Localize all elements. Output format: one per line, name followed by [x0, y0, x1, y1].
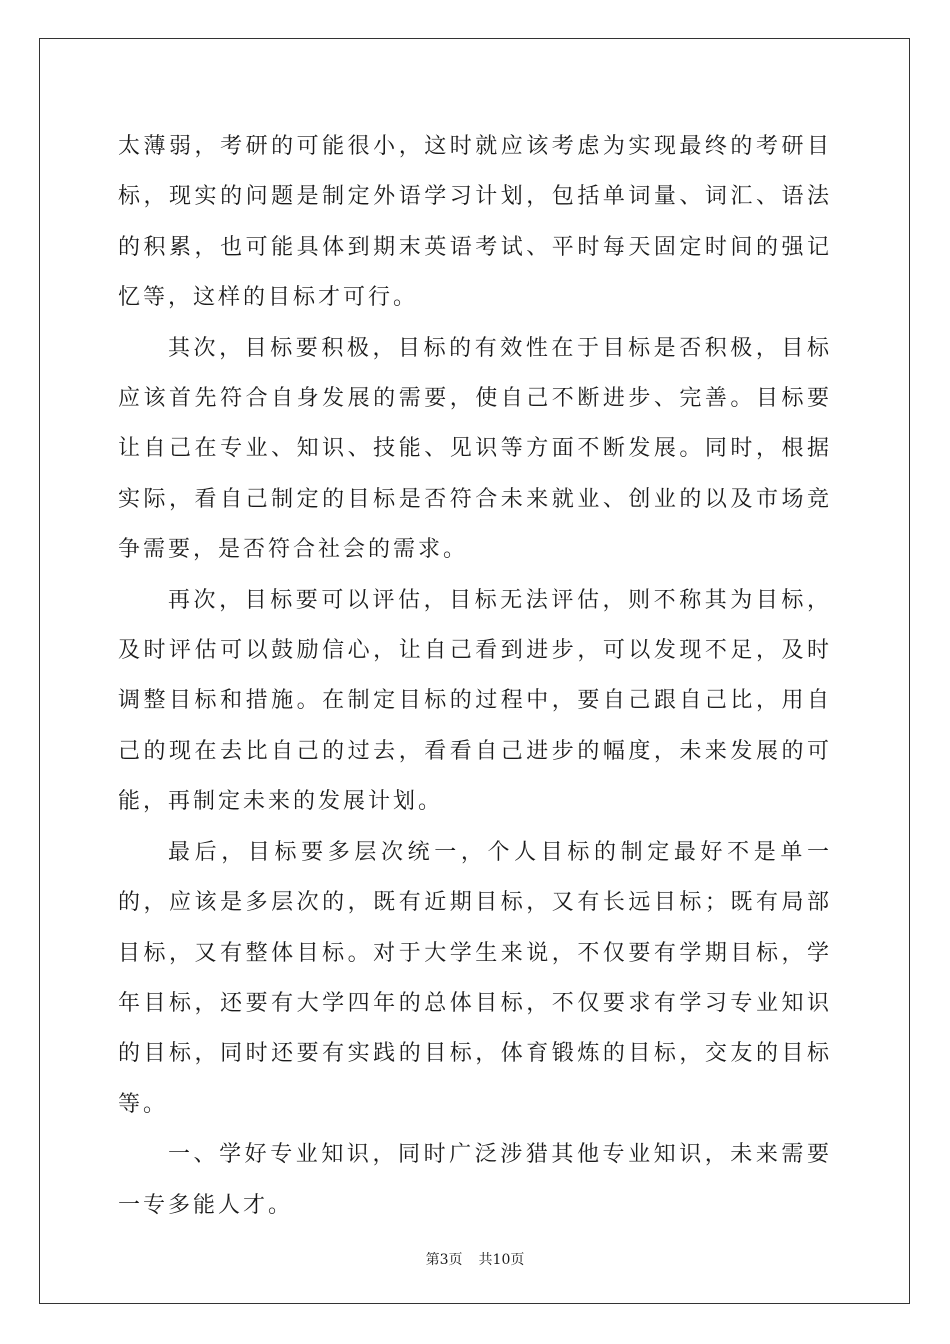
paragraph-evaluable-goals: 再次，目标要可以评估，目标无法评估，则不称其为目标，及时评估可以鼓励信心，让自己看到进步，可以发现不足，及时调整目标和措施。在制定目标的过程中，要自己跟自己比，用自己的现在去比自己的过去，看看自己进步的幅度，未来发展的可能，再制定未来的发展计划。 [118, 587, 832, 815]
paragraph-continuation: 太薄弱，考研的可能很小，这时就应该考虑为实现最终的考研目标，现实的问题是制定外语学习计划，包括单词量、词汇、语法的积累，也可能具体到期末英语考试、平时每天固定时间的强记忆等，这样的目标才可行。 [118, 134, 832, 311]
page-total: 共10页 [478, 1252, 525, 1268]
paragraph-multilevel-goals: 最后，目标要多层次统一，个人目标的制定最好不是单一的，应该是多层次的，既有近期目标，又有长远目标；既有局部目标，又有整体目标。对于大学生来说，不仅要有学期目标，学年目标，还要有大学四年的总体目标，不仅要求有学习专业知识的目标，同时还要有实践的目标，体育锻炼的目标，交友的目标等。 [118, 839, 832, 1117]
page-footer [0, 1249, 950, 1269]
paragraph-positive-goals: 其次，目标要积极，目标的有效性在于目标是否积极，目标应该首先符合自身发展的需要，使自己不断进步、完善。目标要让自己在专业、知识、技能、见识等方面不断发展。同时，根据实际，看自己制定的目标是否符合未来就业、创业的以及市场竞争需要，是否符合社会的需求。 [118, 335, 832, 563]
document-body [118, 122, 832, 1231]
paragraph-study-knowledge: 一、学好专业知识，同时广泛涉猎其他专业知识，未来需要一专多能人才。 [118, 1142, 832, 1218]
page-number: 第3页 [425, 1252, 463, 1268]
